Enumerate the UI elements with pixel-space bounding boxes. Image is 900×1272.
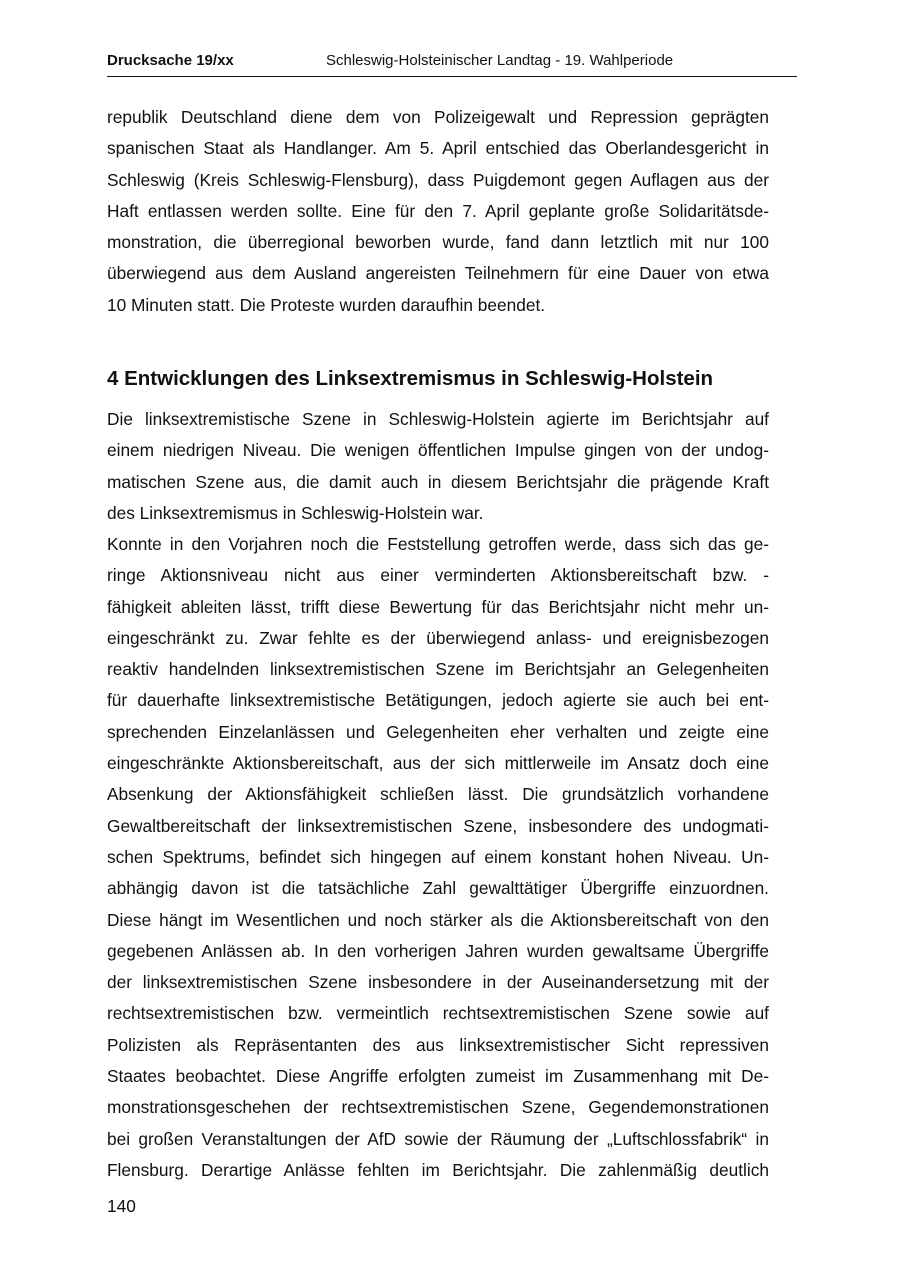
text-line: der linksextremistischen Szene insbesondere in der Auseinandersetzung mit der — [107, 972, 769, 993]
text-line: spanischen Staat als Handlanger. Am 5. April entschied das Oberlandesgericht in — [107, 138, 769, 159]
text-line: Die linksextremistische Szene in Schleswig-Holstein agierte im Berichtsjahr auf — [107, 409, 769, 429]
page-header — [107, 52, 797, 74]
text-line: eingeschränkte Aktionsbereitschaft, aus der sich mittlerweile im Ansatz doch eine — [107, 753, 769, 774]
text-line: 10 Minuten statt. Die Proteste wurden daraufhin beendet. — [107, 294, 546, 315]
section-paragraph-2 — [107, 529, 769, 1186]
text-line: Diese hängt im Wesentlichen und noch stärker als die Aktionsbereitschaft von den — [107, 909, 769, 930]
parliament-title: Schleswig-Holsteinischer Landtag - 19. Wahlperiode — [326, 52, 674, 69]
page-number: 140 — [107, 1196, 136, 1216]
document-label: Drucksache 19/xx — [107, 52, 234, 69]
text-line: sprechenden Einzelanlässen und Gelegenheiten eher verhalten und zeigte eine — [107, 721, 769, 742]
section-heading: 4 Entwicklungen des Linksextremismus in Schleswig-Holstein — [107, 367, 714, 390]
text-line: fähigkeit ableiten lässt, trifft diese Bewertung für das Berichtsjahr nicht mehr un- — [107, 596, 769, 617]
text-line: bei großen Veranstaltungen der AfD sowie der Räumung der „Luftschlossfabrik“ in — [107, 1128, 769, 1149]
text-line: reaktiv handelnden linksextremistischen Szene im Berichtsjahr an Gelegenheiten — [107, 659, 769, 680]
text-line: Schleswig (Kreis Schleswig-Flensburg), dass Puigdemont gegen Auflagen aus der — [107, 169, 769, 190]
text-line: abhängig davon ist die tatsächliche Zahl gewalttätiger Übergriffe einzuordnen. — [107, 878, 769, 899]
text-line: Flensburg. Derartige Anlässe fehlten im Berichtsjahr. Die zahlenmäßig deutlich — [107, 1159, 769, 1180]
text-line: ringe Aktionsniveau nicht aus einer verminderten Aktionsbereitschaft bzw. - — [107, 565, 769, 586]
text-line: eingeschränkt zu. Zwar fehlte es der überwiegend anlass- und ereignisbezogen — [107, 627, 769, 648]
header-divider — [107, 76, 797, 77]
text-line: matischen Szene aus, die damit auch in diesem Berichtsjahr die prägende Kraft — [107, 471, 769, 492]
text-line: des Linksextremismus in Schleswig-Holstein war. — [107, 502, 484, 523]
section-paragraph-1 — [107, 404, 769, 529]
text-line: rechtsextremistischen bzw. vermeintlich rechtsextremistischen Szene sowie auf — [107, 1003, 769, 1024]
text-line: monstration, die überregional beworben wurde, fand dann letztlich mit nur 100 — [107, 232, 769, 253]
text-line: überwiegend aus dem Ausland angereisten Teilnehmern für eine Dauer von etwa — [107, 263, 769, 284]
text-line: Staates beobachtet. Diese Angriffe erfolgten zumeist im Zusammenhang mit De- — [107, 1066, 769, 1087]
text-line: für dauerhafte linksextremistische Betätigungen, jedoch agierte sie auch bei ent- — [107, 690, 769, 711]
text-line: Konnte in den Vorjahren noch die Feststellung getroffen werde, dass sich das ge- — [107, 534, 769, 554]
text-line: monstrationsgeschehen der rechtsextremistischen Szene, Gegendemonstrationen — [107, 1097, 769, 1118]
text-line: republik Deutschland diene dem von Polizeigewalt und Repression geprägten — [107, 107, 769, 127]
text-line: Polizisten als Repräsentanten des aus linksextremistischer Sicht repressiven — [107, 1034, 769, 1055]
text-line: gegebenen Anlässen ab. In den vorherigen Jahren wurden gewaltsame Übergriffe — [107, 940, 769, 961]
text-line: Haft entlassen werden sollte. Eine für den 7. April geplante große Solidaritätsde- — [107, 200, 769, 221]
text-line: Gewaltbereitschaft der linksextremistischen Szene, insbesondere des undogmati- — [107, 815, 769, 836]
text-line: Absenkung der Aktionsfähigkeit schließen lässt. Die grundsätzlich vorhandene — [107, 784, 769, 805]
text-line: einem niedrigen Niveau. Die wenigen öffentlichen Impulse gingen von der undog- — [107, 440, 769, 461]
intro-paragraph — [107, 102, 769, 321]
text-line: schen Spektrums, befindet sich hingegen auf einem konstant hohen Niveau. Un- — [107, 846, 769, 867]
